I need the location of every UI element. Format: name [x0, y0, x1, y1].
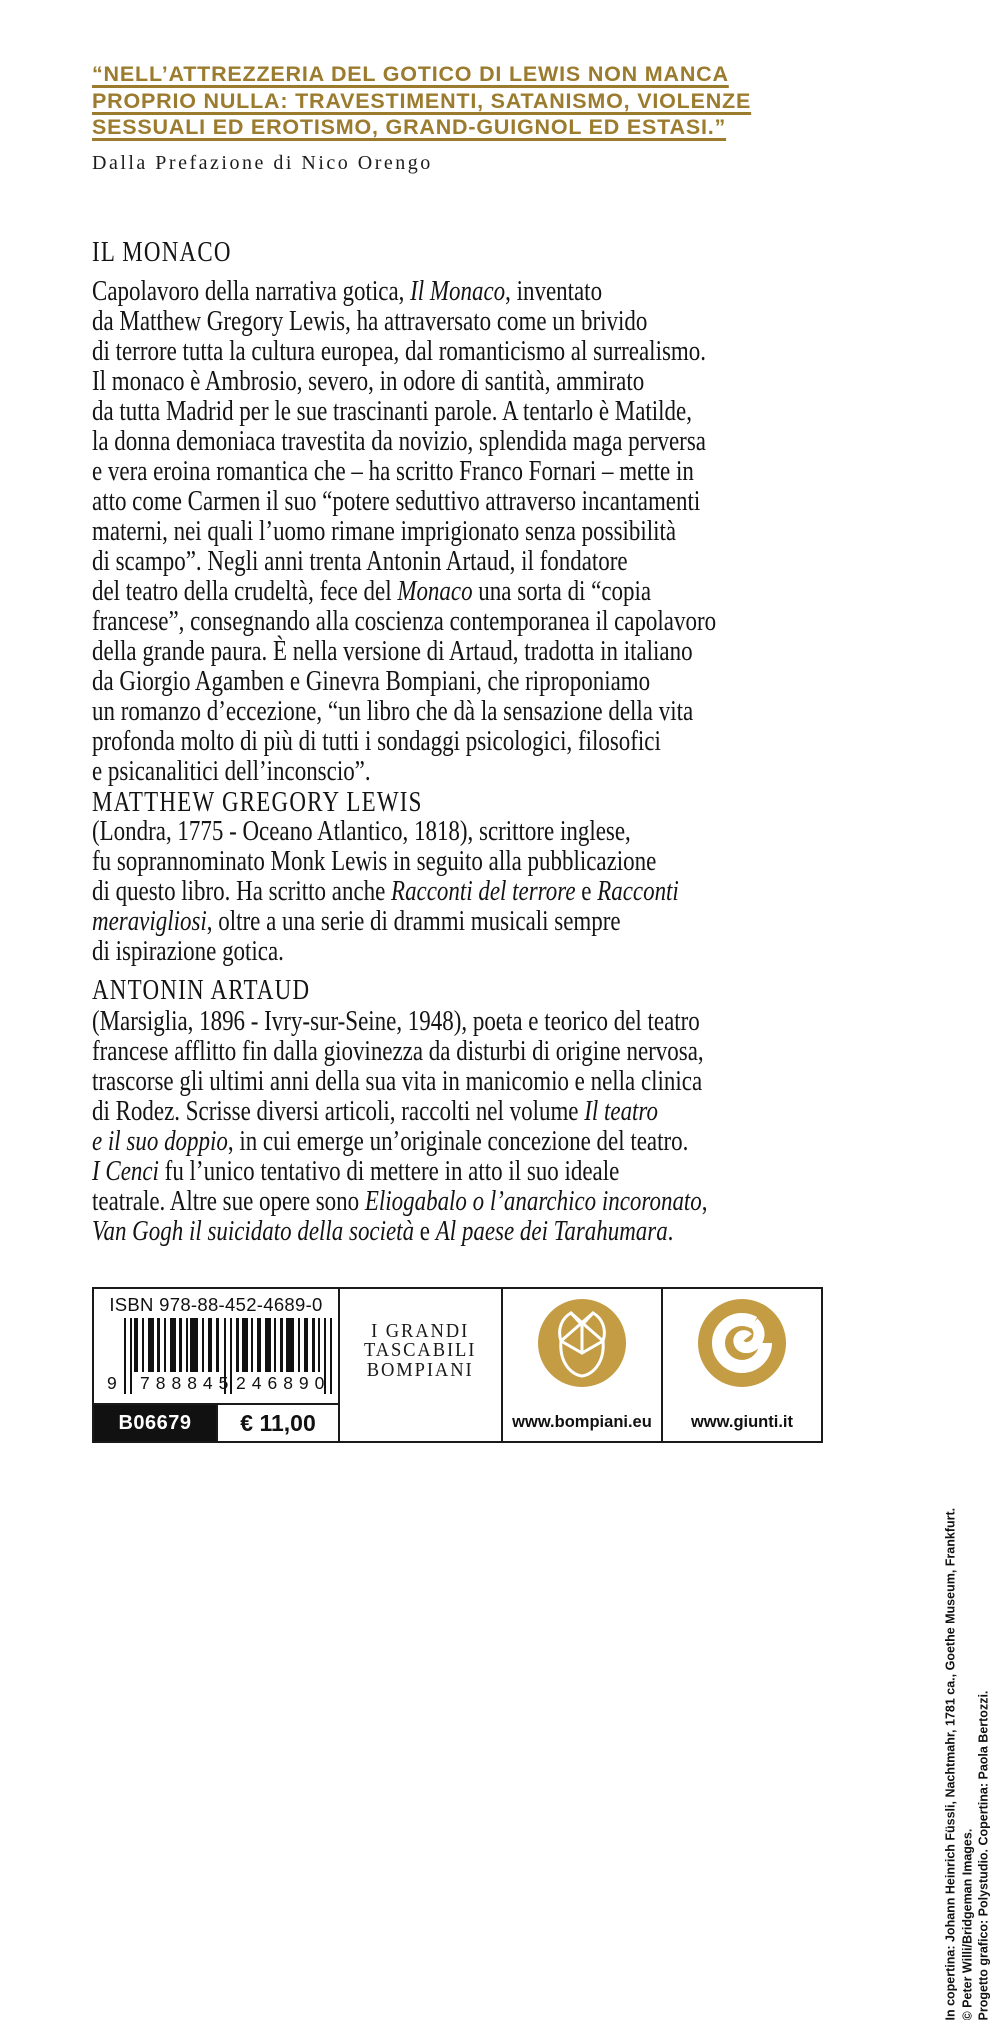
bompiani-flower-icon	[537, 1298, 627, 1388]
isbn-label: ISBN 978-88-452-4689-0	[109, 1294, 323, 1315]
cover-quote: “NELL’ATTREZZERIA DEL GOTICO DI LEWIS NON MANCA PROPRIO NULLA: TRAVESTIMENTI, SATANISMO, VIOLENZE SESSUALI ED EROTISMO, GRAND-GUIGNOL ED ESTASI.”	[92, 62, 752, 140]
price-row	[94, 1403, 338, 1441]
section-body-artaud: (Marsiglia, 1896 - Ivry-sur-Seine, 1948), poeta e teorico del teatro francese afflitto fin dalla giovinezza da disturbi di origine nervosa, trascorse gli ultimi anni della sua vita in manicomio e nella clinica di Rodez. Scrisse diversi articoli, raccolti nel volume Il teatro e il suo doppio, in cui emerge un’originale concezione del teatro. I Cenci fu l’unico tentativo di mettere in atto il suo ideale teatrale. Altre sue opere sono Eliogabalo o l’anarchico incoronato, Van Gogh il suicidato della società e Al paese dei Tarahumara.	[92, 1006, 708, 1247]
bompiani-panel	[503, 1289, 663, 1441]
barcode-panel	[94, 1289, 340, 1441]
section-body-lewis: (Londra, 1775 - Oceano Atlantico, 1818), scrittore inglese, fu soprannominato Monk Lewis in seguito alla pubblicazione di questo libro. Ha scritto anche Racconti del terrore e Racconti meravigliosi, oltre a una serie di drammi musicali sempre di ispirazione gotica.	[92, 816, 679, 967]
quote-attribution: Dalla Prefazione di Nico Orengo	[92, 152, 433, 174]
bompiani-url[interactable]: www.bompiani.eu	[512, 1413, 652, 1431]
cover-credits: In copertina: Johann Heinrich Füssli, Nachtmahr, 1781 ca., Goethe Museum, Frankfurt. © Peter Willi/Bridgeman Images. Progetto grafico: Polystudio. Copertina: Paola Bertozzi.	[943, 1507, 991, 2020]
series-label: I GRANDI TASCABILI BOMPIANI	[364, 1320, 477, 1381]
giunti-url[interactable]: www.giunti.it	[690, 1413, 794, 1431]
series-panel	[340, 1289, 503, 1441]
ean-barcode	[107, 1318, 332, 1398]
section-heading-il-monaco: IL MONACO	[92, 237, 232, 268]
barcode-digits-right: 246890	[236, 1373, 331, 1393]
giunti-panel	[663, 1289, 821, 1441]
product-code: B06679	[94, 1405, 216, 1441]
footer-strip	[92, 1287, 823, 1443]
section-body-il-monaco: Capolavoro della narrativa gotica, Il Monaco, inventato da Matthew Gregory Lewis, ha attraversato come un brivido di terrore tutta la cultura europea, dal romanticismo al surrealismo. Il monaco è Ambrosio, severo, in odore di santità, ammirato da tutta Madrid per le sue trascinanti parole. A tentarlo è Matilde, la donna demoniaca travestita da novizio, splendida maga perversa e vera eroina romantica che – ha scritto Franco Fornari – mette in atto come Carmen il suo “potere seduttivo attraverso incantamenti materni, nei quali l’uomo rimane imprigionato senza possibilità di scampo”. Negli anni trenta Antonin Artaud, il fondatore del teatro della crudeltà, fece del Monaco una sorta di “copia francese”, consegnando alla coscienza contemporanea il capolavoro della grande paura. È nella versione di Artaud, tradotta in italiano da Giorgio Agamben e Ginevra Bompiani, che riproponiamo un romanzo d’eccezione, “un libro che dà la sensazione della vita profonda molto di più di tutti i sondaggi psicologici, filosofici e psicanalitici dell’inconscio”.	[92, 276, 717, 787]
barcode-digit-left: 9	[107, 1373, 117, 1393]
section-heading-artaud: ANTONIN ARTAUD	[92, 975, 311, 1006]
price-label: € 11,00	[216, 1405, 338, 1441]
section-heading-lewis: MATTHEW GREGORY LEWIS	[92, 787, 423, 818]
barcode-digits-mid: 788845	[140, 1373, 235, 1393]
giunti-swirl-icon	[697, 1298, 787, 1388]
